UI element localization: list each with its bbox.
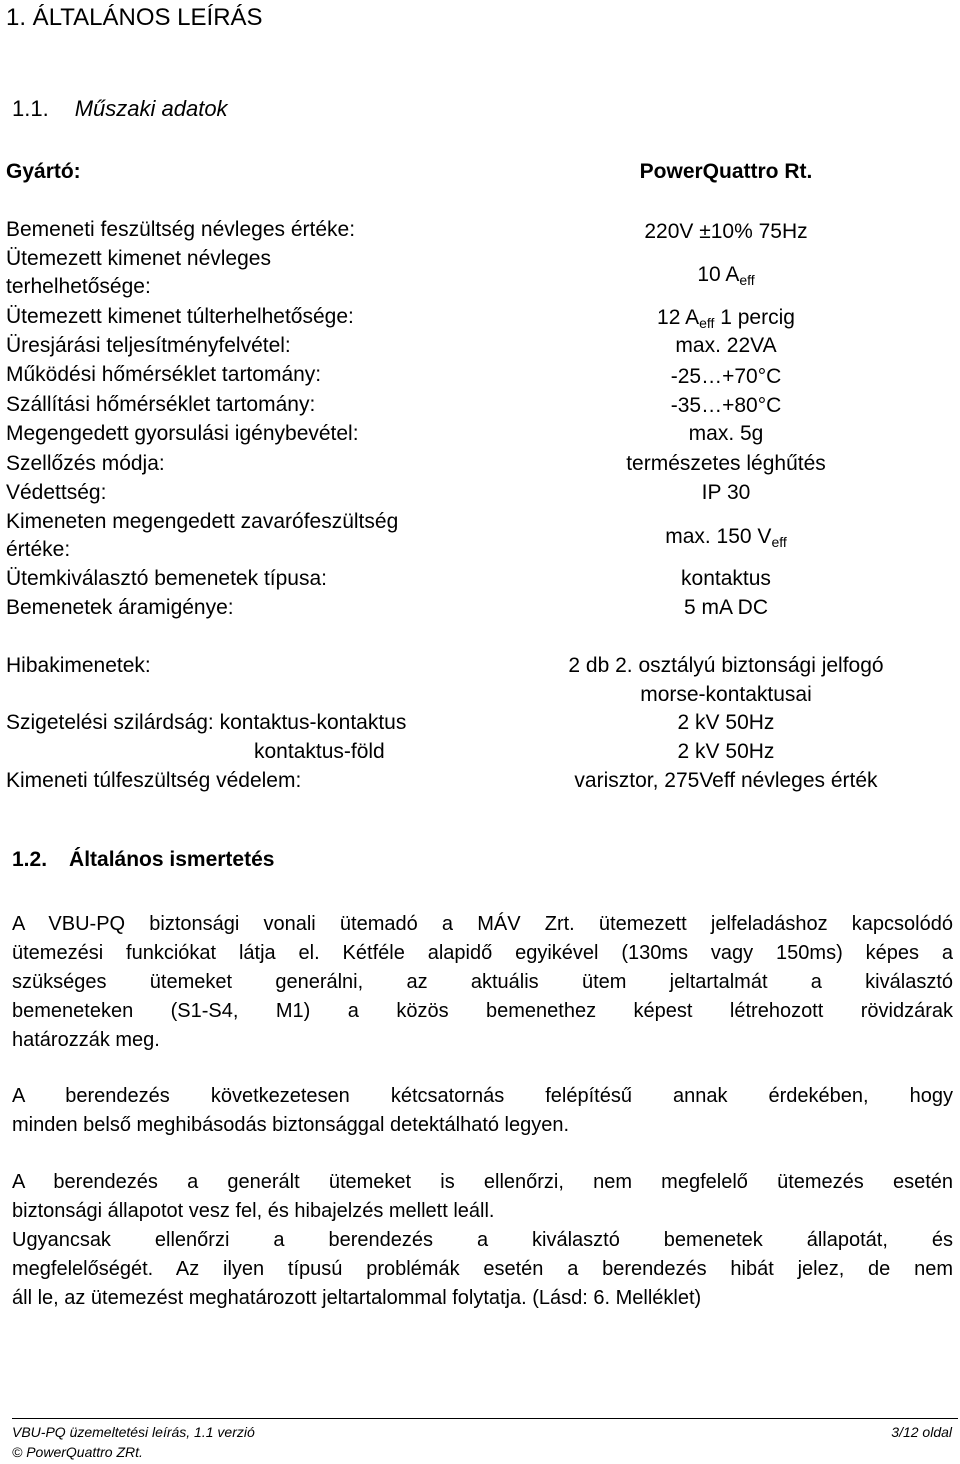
- section-heading-1: 1. ÁLTALÁNOS LEÍRÁS: [6, 4, 263, 31]
- paragraph-line: megfelelőségét. Az ilyen típusú problémák esetén a berendezés hibát jelez, de nem: [12, 1258, 953, 1280]
- spec-label: kontaktus-föld: [254, 740, 385, 763]
- spec-label: Ütemezett kimenet névleges: [6, 247, 271, 270]
- spec-label: Kimeneti túlfeszültség védelem:: [6, 769, 302, 792]
- spec-label-manufacturer: Gyártó:: [6, 160, 81, 183]
- subsection-title: Általános ismertetés: [69, 848, 275, 871]
- spec-label: Bemeneti feszültség névleges értéke:: [6, 218, 356, 241]
- subsection-number: 1.2.: [12, 848, 48, 871]
- spec-value: -35…+80°C: [670, 394, 782, 417]
- spec-label: értéke:: [6, 538, 71, 561]
- paragraph: [12, 1226, 953, 1313]
- spec-value: IP 30: [701, 481, 751, 504]
- spec-label: Üresjárási teljesítményfelvétel:: [6, 334, 291, 357]
- subsection-heading-technical-data: [12, 96, 228, 122]
- paragraph-line: határozzák meg.: [12, 1029, 160, 1051]
- spec-label: Kimeneten megengedett zavarófeszültség: [6, 510, 399, 533]
- spec-value: morse-kontaktusai: [640, 683, 812, 706]
- spec-value: kontaktus: [681, 567, 771, 590]
- paragraph: [12, 1168, 953, 1226]
- footer-page-number: 3/12 oldal: [891, 1424, 952, 1440]
- paragraph: [12, 1082, 953, 1140]
- spec-value: -25…+70°C: [670, 365, 782, 388]
- spec-label: Ütemezett kimenet túlterhelhetősége:: [6, 305, 354, 328]
- spec-value-manufacturer: PowerQuattro Rt.: [639, 160, 813, 183]
- paragraph-line: A berendezés a generált ütemeket is ellenőrzi, nem megfelelő ütemezés esetén: [12, 1171, 953, 1193]
- footer-copyright: © PowerQuattro ZRt.: [12, 1444, 143, 1460]
- footer-document-title: VBU-PQ üzemeltetési leírás, 1.1 verzió: [12, 1424, 255, 1440]
- spec-label: Hibakimenetek:: [6, 654, 151, 677]
- paragraph-line: ütemezési funkciókat látja el. Kétféle alapidő egyikével (130ms vagy 150ms) képes a: [12, 942, 953, 964]
- paragraph: [12, 910, 953, 1055]
- spec-value: max. 22VA: [675, 334, 777, 357]
- spec-label: Védettség:: [6, 481, 107, 504]
- spec-value: 5 mA DC: [683, 596, 769, 619]
- spec-label: Szigetelési szilárdság: kontaktus-kontaktus: [6, 711, 407, 734]
- footer-rule: [12, 1418, 958, 1419]
- spec-label: Bemenetek áramigénye:: [6, 596, 234, 619]
- spec-label: Szellőzés módja:: [6, 452, 165, 475]
- spec-value: max. 5g: [688, 422, 764, 445]
- paragraph-line: Ugyancsak ellenőrzi a berendezés a kiválasztó bemenetek állapotát, és: [12, 1229, 953, 1251]
- paragraph-line: minden belső meghibásodás biztonsággal detektálható legyen.: [12, 1114, 570, 1136]
- spec-value: 220V ±10% 75Hz: [644, 220, 808, 243]
- spec-value: természetes léghűtés: [626, 452, 826, 475]
- paragraph-line: szükséges ütemeket generálni, az aktuális ütem jeltartalmát a kiválasztó: [12, 971, 953, 993]
- spec-value: 12 $A_{eff}$ 1 percig: [657, 306, 795, 331]
- spec-value: 2 kV 50Hz: [677, 711, 775, 734]
- subsection-title: Műszaki adatok: [74, 96, 228, 121]
- spec-label: Működési hőmérséklet tartomány:: [6, 363, 322, 386]
- paragraph-line: áll le, az ütemezést meghatározott jeltartalommal folytatja. (Lásd: 6. Melléklet): [12, 1287, 702, 1309]
- paragraph-line: A VBU-PQ biztonsági vonali ütemadó a MÁV Zrt. ütemezett jelfeladáshoz kapcsolódó: [12, 913, 953, 935]
- spec-value: 2 db 2. osztályú biztonsági jelfogó: [568, 654, 884, 677]
- subsection-heading-general-description: [12, 848, 274, 872]
- paragraph-line: biztonsági állapotot vesz fel, és hibajelzés mellett leáll.: [12, 1200, 495, 1222]
- spec-value: max. 150 $V_{eff}$: [665, 525, 787, 550]
- spec-label: Ütemkiválasztó bemenetek típusa:: [6, 567, 327, 590]
- spec-label: Megengedett gyorsulási igénybevétel:: [6, 422, 359, 445]
- spec-label: Szállítási hőmérséklet tartomány:: [6, 393, 316, 416]
- spec-label: terhelhetősége:: [6, 275, 151, 298]
- paragraph-line: bemeneteken (S1-S4, M1) a közös bemenethez képest létrehozott rövidzárak: [12, 1000, 953, 1022]
- paragraph-line: A berendezés következetesen kétcsatornás felépítésű annak érdekében, hogy: [12, 1085, 953, 1107]
- spec-value: 10 $A_{eff}$: [697, 263, 755, 288]
- subsection-number: 1.1.: [12, 96, 49, 121]
- spec-value: varisztor, 275Veff névleges érték: [574, 769, 878, 792]
- spec-value: 2 kV 50Hz: [677, 740, 775, 763]
